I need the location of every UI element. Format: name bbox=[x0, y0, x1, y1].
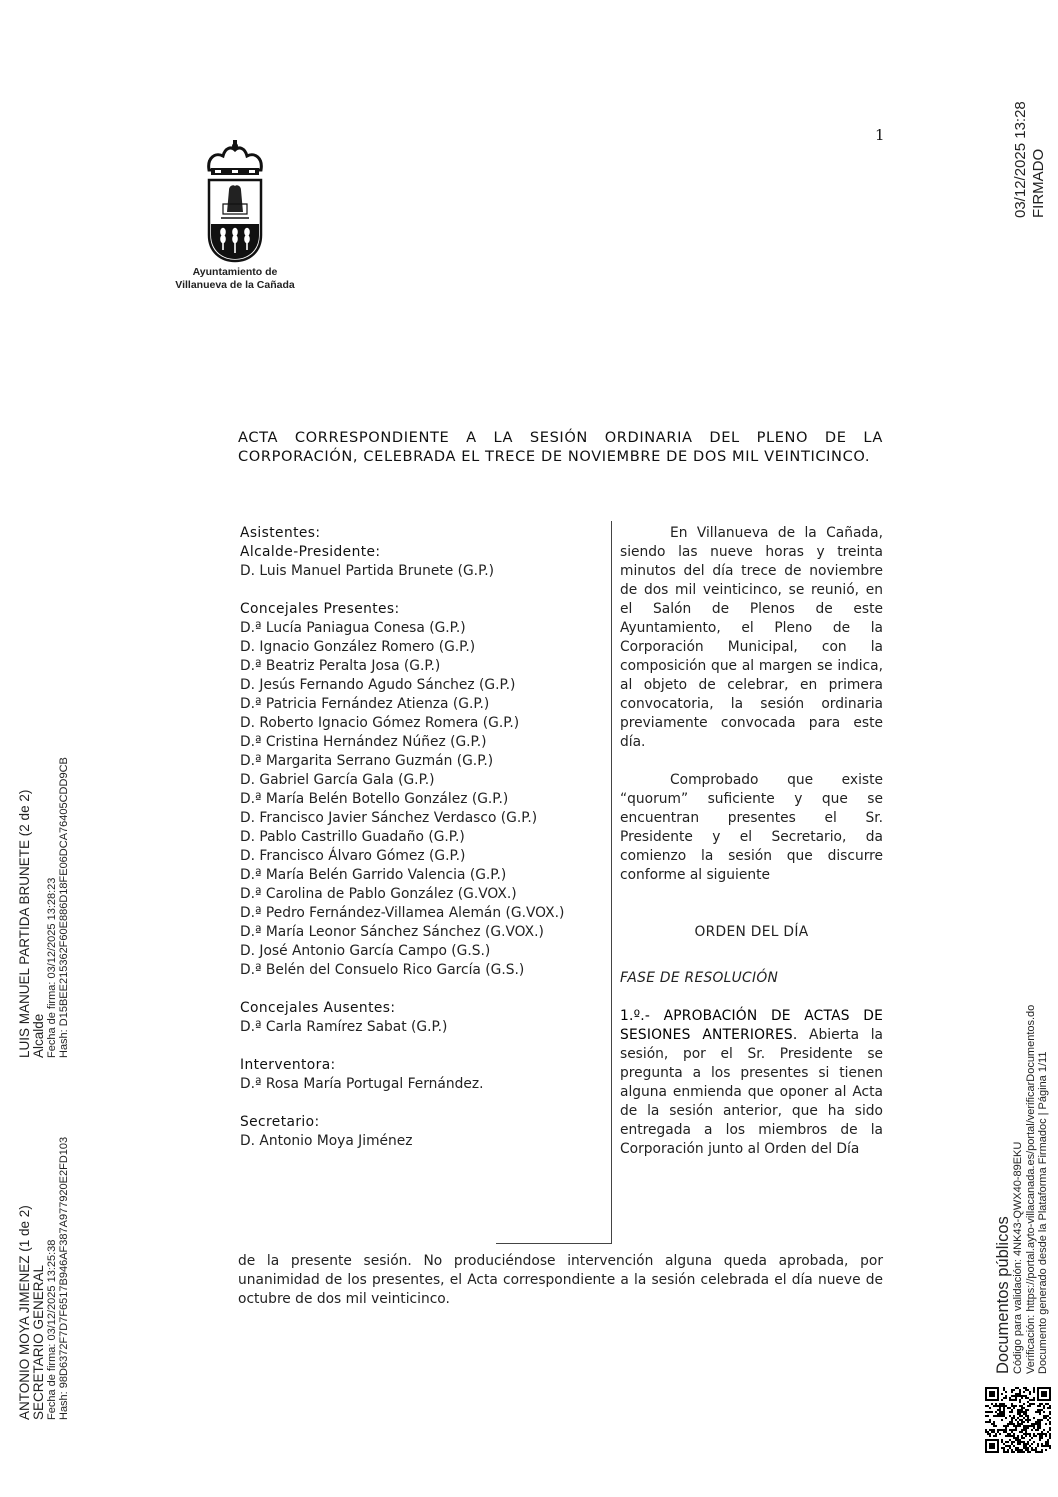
concejal-presente-item: D. Gabriel García Gala (G.P.) bbox=[240, 772, 435, 788]
concejales-ausentes-list bbox=[240, 1018, 610, 1037]
continuation-paragraph: de la presente sesión. No produciéndose intervención alguna queda aprobada, por unanimidad de los presentes, el Acta correspondiente a la sesión celebrada el día nueve de octubre de dos mil veinticinco. bbox=[238, 1253, 883, 1307]
concejal-presente-item: D.ª Cristina Hernández Núñez (G.P.) bbox=[240, 734, 487, 750]
session-body-column bbox=[620, 524, 883, 1159]
secretario-name: D. Antonio Moya Jiménez bbox=[240, 1133, 413, 1149]
signer-role: Alcalde bbox=[31, 1013, 46, 1058]
attendees-column bbox=[240, 524, 610, 1151]
stamp-status: FIRMADO bbox=[1030, 148, 1047, 218]
concejal-presente-item: D. Roberto Ignacio Gómez Romera (G.P.) bbox=[240, 715, 520, 731]
stamp-datetime: 03/12/2025 13:28 bbox=[1012, 101, 1029, 218]
column-divider bbox=[611, 916, 612, 1244]
concejal-presente-item: D.ª Belén del Consuelo Rico García (G.S.) bbox=[240, 962, 525, 978]
concejal-presente-item: D.ª Margarita Serrano Guzmán (G.P.) bbox=[240, 753, 494, 769]
signature-date: Fecha de firma: 03/12/2025 13:25:38 bbox=[46, 1239, 58, 1420]
signer-name: LUIS MANUEL PARTIDA BRUNETE (2 de 2) bbox=[17, 789, 32, 1058]
signature-hash: Hash: 98D6372F7D7F6517B946AF387A977920E2FD103 bbox=[58, 1136, 70, 1420]
column-divider bbox=[611, 521, 612, 916]
verification-generated: Documento generado desde la Plataforma Firmadoc | Página 1/11 bbox=[1037, 1051, 1049, 1374]
concejal-presente-item: D. Pablo Castrillo Guadaño (G.P.) bbox=[240, 829, 465, 845]
fase-heading: FASE DE RESOLUCIÓN bbox=[620, 970, 779, 986]
signature-block-1 bbox=[18, 1137, 70, 1420]
logo-caption-line1: Ayuntamiento de bbox=[192, 266, 278, 278]
secretario-label: Secretario: bbox=[240, 1114, 320, 1130]
verification-block bbox=[994, 1005, 1050, 1374]
concejal-ausente-item: D.ª Carla Ramírez Sabat (G.P.) bbox=[240, 1019, 448, 1035]
signer-role: SECRETARIO GENERAL bbox=[31, 1264, 46, 1420]
coat-of-arms-logo bbox=[203, 140, 267, 265]
orden-del-dia-heading: ORDEN DEL DÍA bbox=[694, 924, 809, 940]
verification-code: Código para validación: 4NK43-QWX40-89EKU bbox=[1012, 1141, 1024, 1374]
concejal-presente-item: D.ª Patricia Fernández Atienza (G.P.) bbox=[240, 696, 490, 712]
logo-caption bbox=[160, 266, 310, 292]
concejal-presente-item: D.ª Beatriz Peralta Josa (G.P.) bbox=[240, 658, 441, 674]
concejal-presente-item: D. Jesús Fernando Agudo Sánchez (G.P.) bbox=[240, 677, 516, 693]
logo-caption-line2: Villanueva de la Cañada bbox=[175, 279, 295, 291]
column-divider-corner bbox=[496, 1243, 612, 1244]
interventora-label: Interventora: bbox=[240, 1057, 336, 1073]
signer-name: ANTONIO MOYA JIMENEZ (1 de 2) bbox=[17, 1205, 32, 1420]
punto1-paragraph bbox=[620, 1007, 883, 1159]
interventora-name: D.ª Rosa María Portugal Fernández. bbox=[240, 1076, 484, 1092]
concejal-presente-item: D. José Antonio García Campo (G.S.) bbox=[240, 943, 491, 959]
concejales-ausentes-label: Concejales Ausentes: bbox=[240, 1000, 396, 1016]
asistentes-label: Asistentes: bbox=[240, 525, 321, 541]
alcalde-name: D. Luis Manuel Partida Brunete (G.P.) bbox=[240, 563, 495, 579]
concejales-presentes-label: Concejales Presentes: bbox=[240, 601, 400, 617]
concejal-presente-item: D. Ignacio González Romero (G.P.) bbox=[240, 639, 476, 655]
punto1-heading: 1.º.- APROBACIÓN DE ACTAS DE SESIONES ANTERIORES. bbox=[620, 1008, 883, 1043]
concejal-presente-item: D.ª Carolina de Pablo González (G.VOX.) bbox=[240, 886, 517, 902]
signature-hash: Hash: D15BEE215362F60E886D18FE06DCA76405CDD9CB bbox=[58, 757, 70, 1058]
concejal-presente-item: D. Francisco Javier Sánchez Verdasco (G.P.) bbox=[240, 810, 538, 826]
concejal-presente-item: D.ª María Belén Botello González (G.P.) bbox=[240, 791, 509, 807]
signature-stamp bbox=[1012, 101, 1048, 218]
concejal-presente-item: D.ª María Belén Garrido Valencia (G.P.) bbox=[240, 867, 507, 883]
concejal-presente-item: D.ª María Leonor Sánchez Sánchez (G.VOX.) bbox=[240, 924, 544, 940]
concejales-presentes-list bbox=[240, 619, 610, 980]
concejal-presente-item: D.ª Pedro Fernández-Villamea Alemán (G.VOX.) bbox=[240, 905, 565, 921]
concejal-presente-item: D. Francisco Álvaro Gómez (G.P.) bbox=[240, 848, 466, 864]
signature-date: Fecha de firma: 03/12/2025 13:28:23 bbox=[46, 877, 58, 1058]
verification-title: Documentos públicos bbox=[994, 1216, 1012, 1374]
document-title: ACTA CORRESPONDIENTE A LA SESIÓN ORDINARIA DEL PLENO DE LA CORPORACIÓN, CELEBRADA EL TRECE DE NOVIEMBRE DE DOS MIL VEINTICINCO. bbox=[238, 429, 883, 465]
qr-code-icon[interactable] bbox=[985, 1387, 1051, 1453]
page-number: 1 bbox=[875, 126, 885, 144]
intro-paragraph: En Villanueva de la Cañada, siendo las nueve horas y treinta minutos del día trece de noviembre de dos mil veinticinco, se reunió, en el Salón de Plenos de este Ayuntamiento, el Pleno de la Corporación Municipal, con la composición que al margen se indica, al objeto de celebrar, en primera convocatoria, la sesión ordinaria previamente convocada para este día. bbox=[620, 525, 883, 750]
alcalde-label: Alcalde-Presidente: bbox=[240, 544, 381, 560]
punto1-text: Abierta la sesión, por el Sr. Presidente se pregunta a los presentes si tienen alguna enmienda que oponer al Acta de la sesión anterior, que ha sido entregada a los miembros de la Corporación junto al Orden del Día bbox=[620, 1027, 883, 1157]
signature-block-2 bbox=[18, 757, 70, 1058]
concejal-presente-item: D.ª Lucía Paniagua Conesa (G.P.) bbox=[240, 620, 466, 636]
verification-url[interactable]: Verificación: https://portal.ayto-villacanada.es/portal/verificarDocumentos.do bbox=[1024, 1004, 1037, 1374]
quorum-paragraph: Comprobado que existe “quorum” suficiente y que se encuentran presentes el Sr. Presidente y el Secretario, da comienzo la sesión que discurre conforme al siguiente bbox=[620, 772, 883, 883]
